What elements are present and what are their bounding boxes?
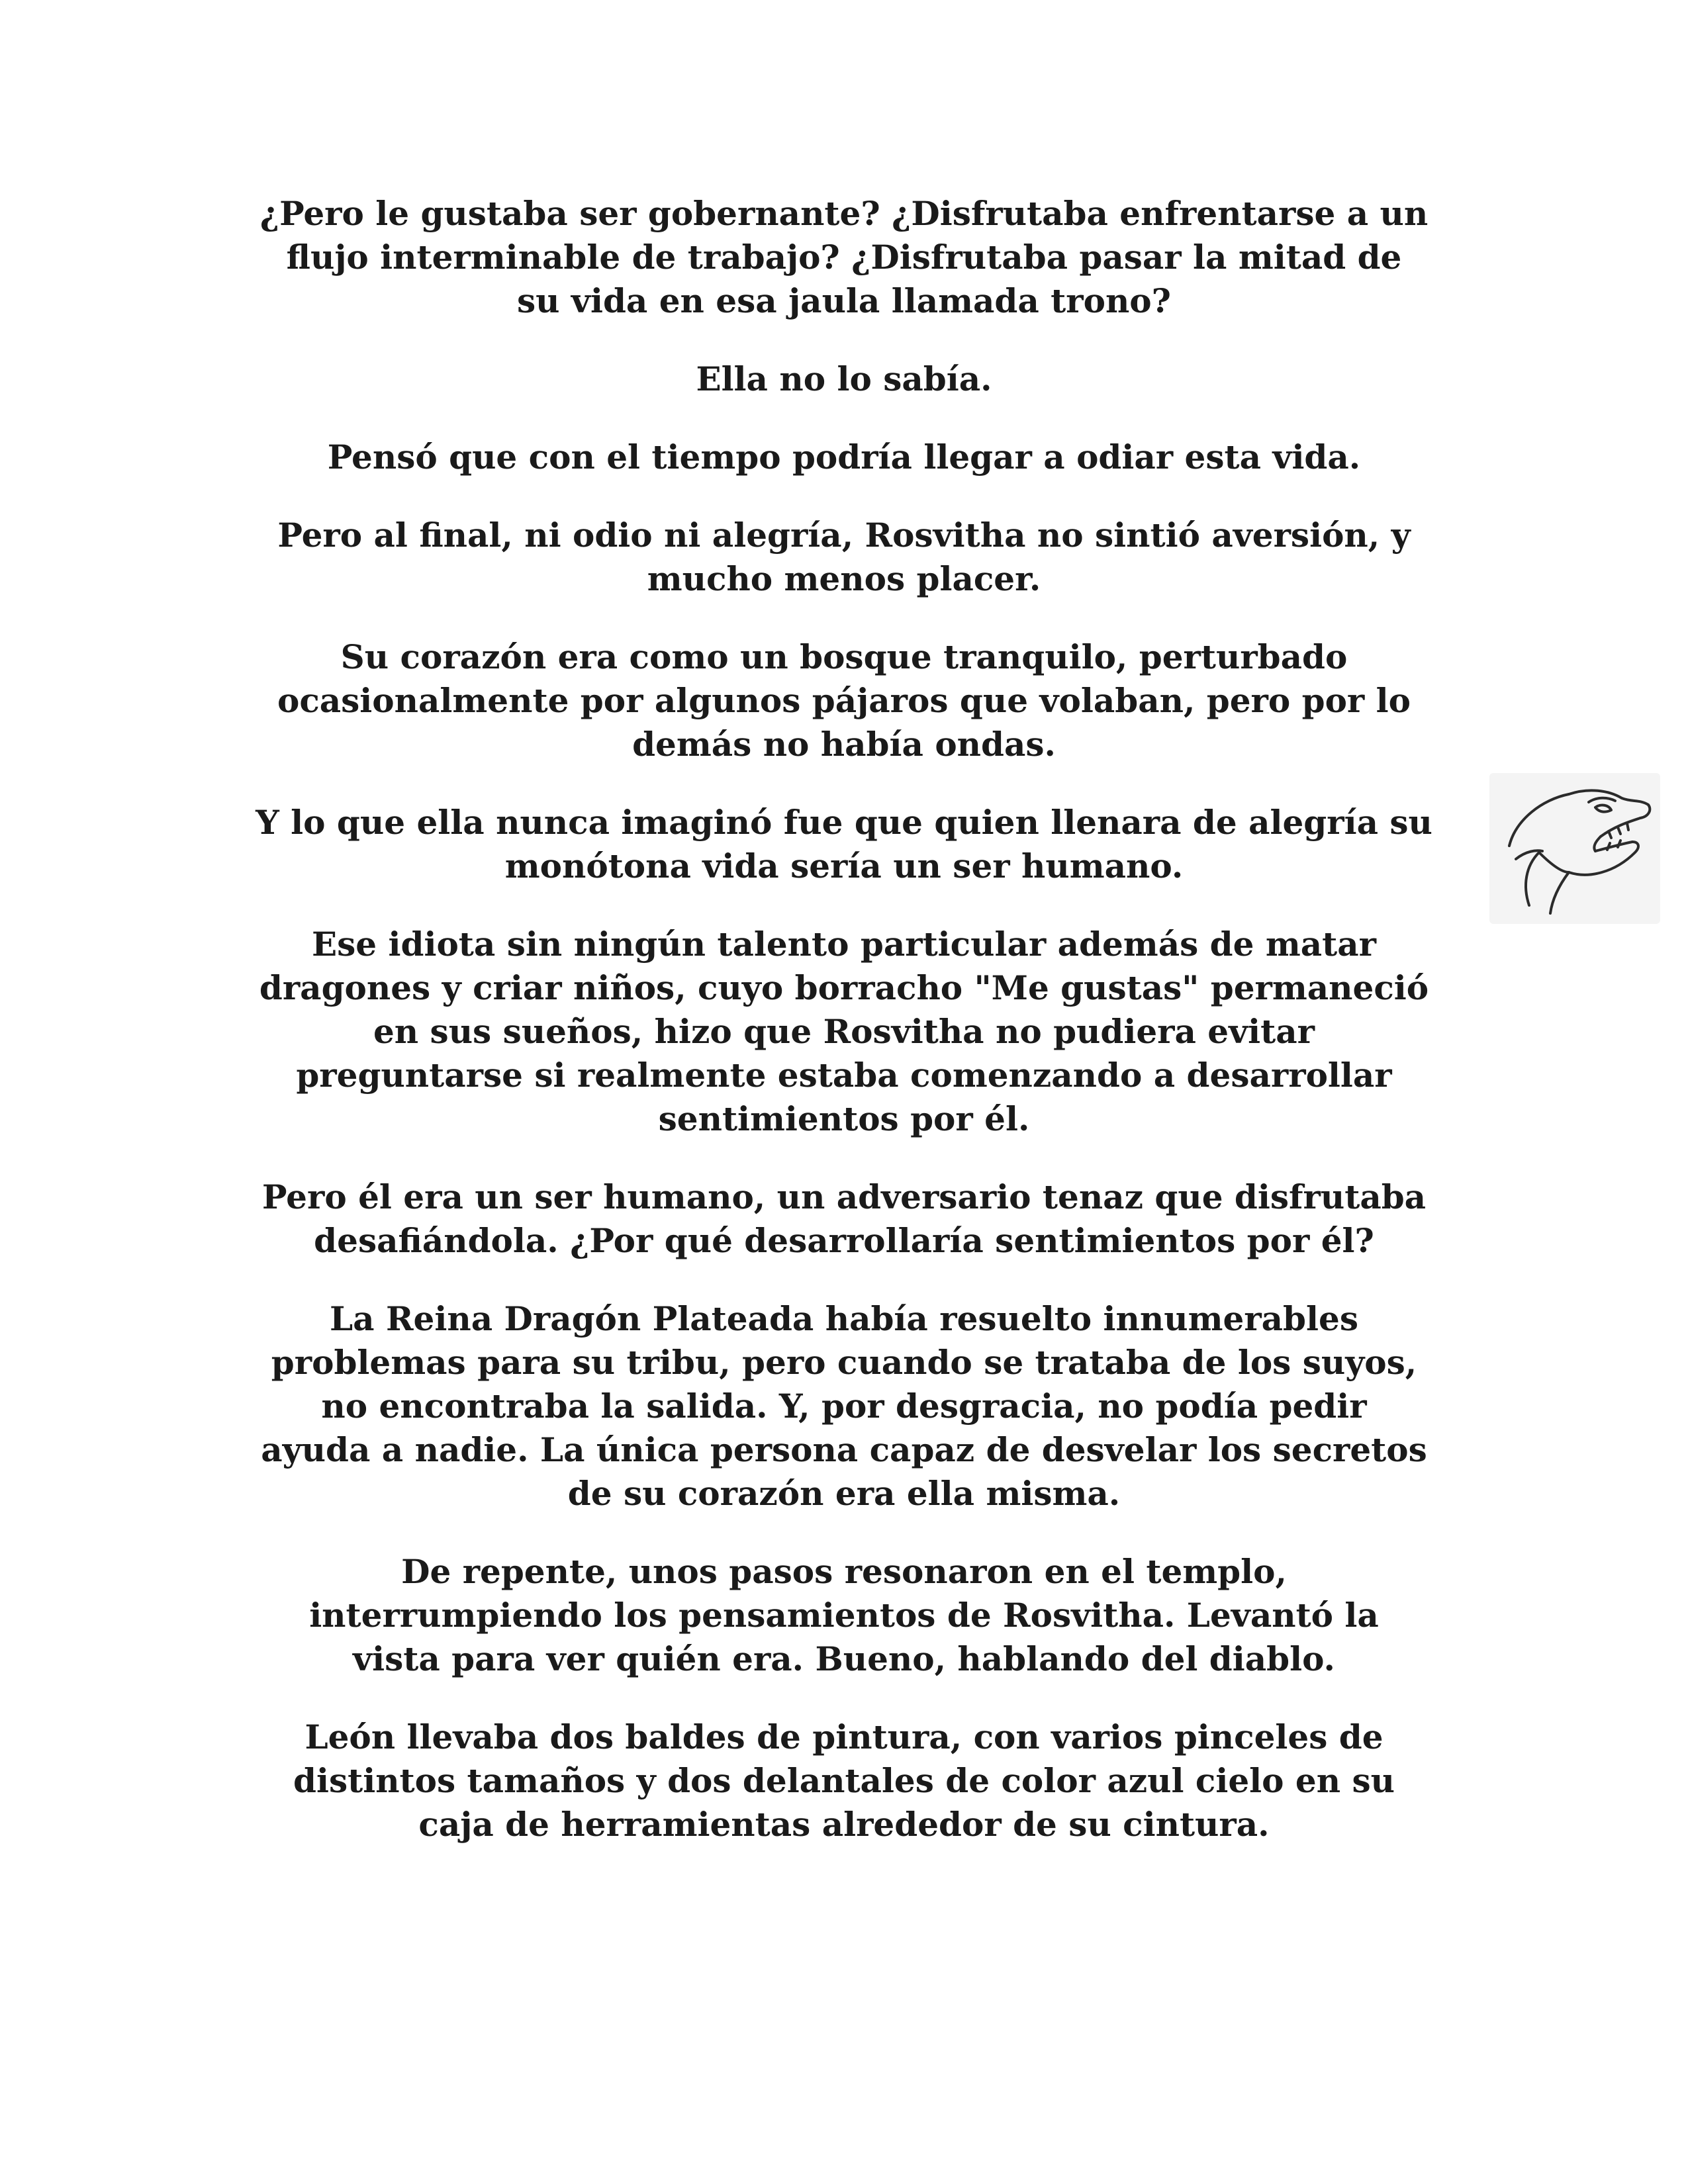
paragraph: De repente, unos pasos resonaron en el templo, interrumpiendo los pensamientos de Rosvitha. Levantó la vista para ver quién era. Bueno, hablando del diablo.	[309, 1552, 1379, 1678]
dragon-head-sketch-icon	[1489, 773, 1660, 924]
paragraph: Pensó que con el tiempo podría llegar a odiar esta vida.	[327, 437, 1361, 477]
paragraph: León llevaba dos baldes de pintura, con varios pinceles de distintos tamaños y dos delantales de color azul cielo en su caja de herramientas alrededor de su cintura.	[293, 1717, 1395, 1844]
paragraph: La Reina Dragón Plateada había resuelto innumerables problemas para su tribu, pero cuando se trataba de los suyos, no encontraba la salida. Y, por desgracia, no podía pedir ayuda a nadie. La única persona capaz de desvelar los secretos de su corazón era ella misma.	[261, 1299, 1427, 1513]
paragraph: Ese idiota sin ningún talento particular además de matar dragones y criar niños, cuyo borracho "Me gustas" permaneció en sus sueños, hizo que Rosvitha no pudiera evitar preguntarse si realmente estaba comenzando a desarrollar sentimientos por él.	[259, 925, 1429, 1138]
paragraph: ¿Pero le gustaba ser gobernante? ¿Disfrutaba enfrentarse a un flujo interminable de trabajo? ¿Disfrutaba pasar la mitad de su vida en esa jaula llamada trono?	[259, 194, 1429, 320]
paragraph: Pero al final, ni odio ni alegría, Rosvitha no sintió aversión, y mucho menos placer.	[277, 516, 1411, 598]
body-text	[228, 192, 1460, 1881]
paragraph: Pero él era un ser humano, un adversario tenaz que disfrutaba desafiándola. ¿Por qué desarrollaría sentimientos por él?	[261, 1177, 1427, 1260]
paragraph: Ella no lo sabía.	[696, 359, 992, 398]
paragraph: Su corazón era como un bosque tranquilo, perturbado ocasionalmente por algunos pájaros que volaban, pero por lo demás no había ondas.	[277, 637, 1411, 764]
paragraph: Y lo que ella nunca imaginó fue que quien llenara de alegría su monótona vida sería un ser humano.	[256, 803, 1432, 886]
